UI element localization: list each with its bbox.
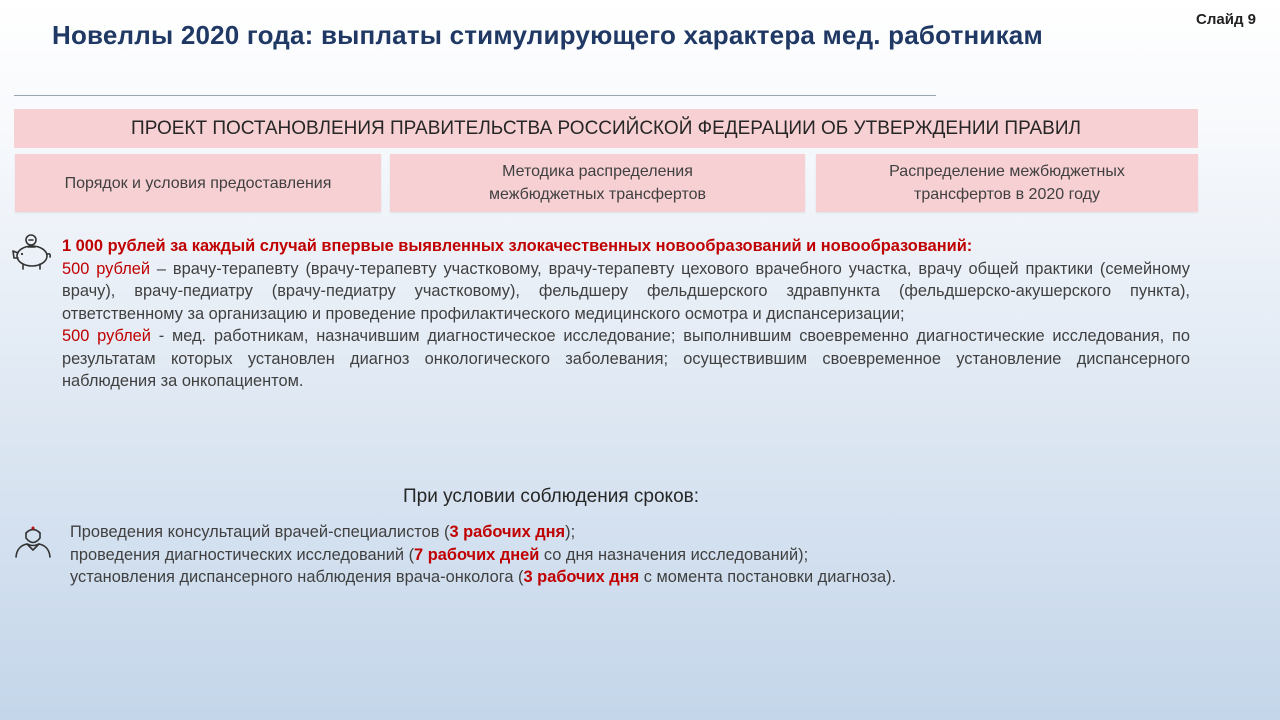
slide-title: Новеллы 2020 года: выплаты стимулирующего характера мед. работникам — [52, 20, 1043, 50]
sub-box-line: Методика распределения — [502, 163, 693, 180]
payment-amount: 500 рублей — [62, 259, 151, 278]
payments-headline: 1 000 рублей за каждый случай впервые выявленных злокачественных новообразований и новообразований: — [62, 237, 973, 255]
sub-box-line: Распределение межбюджетных — [889, 163, 1125, 180]
slide-number: Слайд 9 — [1196, 11, 1256, 28]
conditions-list — [70, 521, 1070, 589]
sub-box-methodology — [390, 154, 805, 212]
sub-box-distribution — [816, 154, 1198, 212]
condition-line: Проведения консультаций врачей-специалистов (3 рабочих дня); — [70, 523, 576, 541]
piggy-bank-icon — [10, 232, 52, 270]
condition-line: установления диспансерного наблюдения врача-онколога (3 рабочих дня с момента постановки диагноза). — [70, 568, 897, 586]
payment-item-1 — [62, 258, 1190, 326]
payment-description: - мед. работникам, назначившим диагностическое исследование; выполнившим своевременно диагностические исследования, по результатам которых установлен диагноз онкологического заболевания; осуществившим своевременное установление диспансерного наблюдения за онкопациентом. — [62, 327, 1190, 390]
conditions-title: При условии соблюдения сроков: — [403, 486, 700, 507]
sub-box-line: межбюджетных трансфертов — [488, 186, 707, 203]
payment-description: – врачу-терапевту (врачу-терапевту участковому, врачу-терапевту цехового врачебного участка, врачу общей практики (семейному врачу), врачу-педиатру (врачу-педиатру участковому), фельдшеру фельдшерского здравпункта (фельдшерско-акушерского пункта), ответственному за организацию и проведение профилактического медицинского осмотра и диспансеризации; — [62, 259, 1190, 323]
title-divider — [14, 95, 936, 96]
sub-box-line: Порядок и условия предоставления — [64, 174, 332, 192]
sub-box-procedure — [15, 154, 381, 212]
sub-box-line: трансфертов в 2020 году — [914, 186, 1100, 203]
project-header-box — [14, 109, 1198, 148]
deadline-value: 7 рабочих дней — [414, 545, 540, 564]
deadline-value: 3 рабочих дня — [449, 523, 566, 541]
project-header-text: ПРОЕКТ ПОСТАНОВЛЕНИЯ ПРАВИТЕЛЬСТВА РОССИЙСКОЙ ФЕДЕРАЦИИ ОБ УТВЕРЖДЕНИИ ПРАВИЛ — [131, 117, 1081, 139]
payment-item-2 — [62, 325, 1190, 393]
condition-line: проведения диагностических исследований (7 рабочих дней со дня назначения исследований); — [70, 545, 809, 564]
payments-block — [62, 235, 1190, 393]
payment-amount: 500 рублей — [62, 327, 151, 345]
deadline-value: 3 рабочих дня — [523, 568, 640, 586]
doctor-icon — [12, 524, 54, 558]
